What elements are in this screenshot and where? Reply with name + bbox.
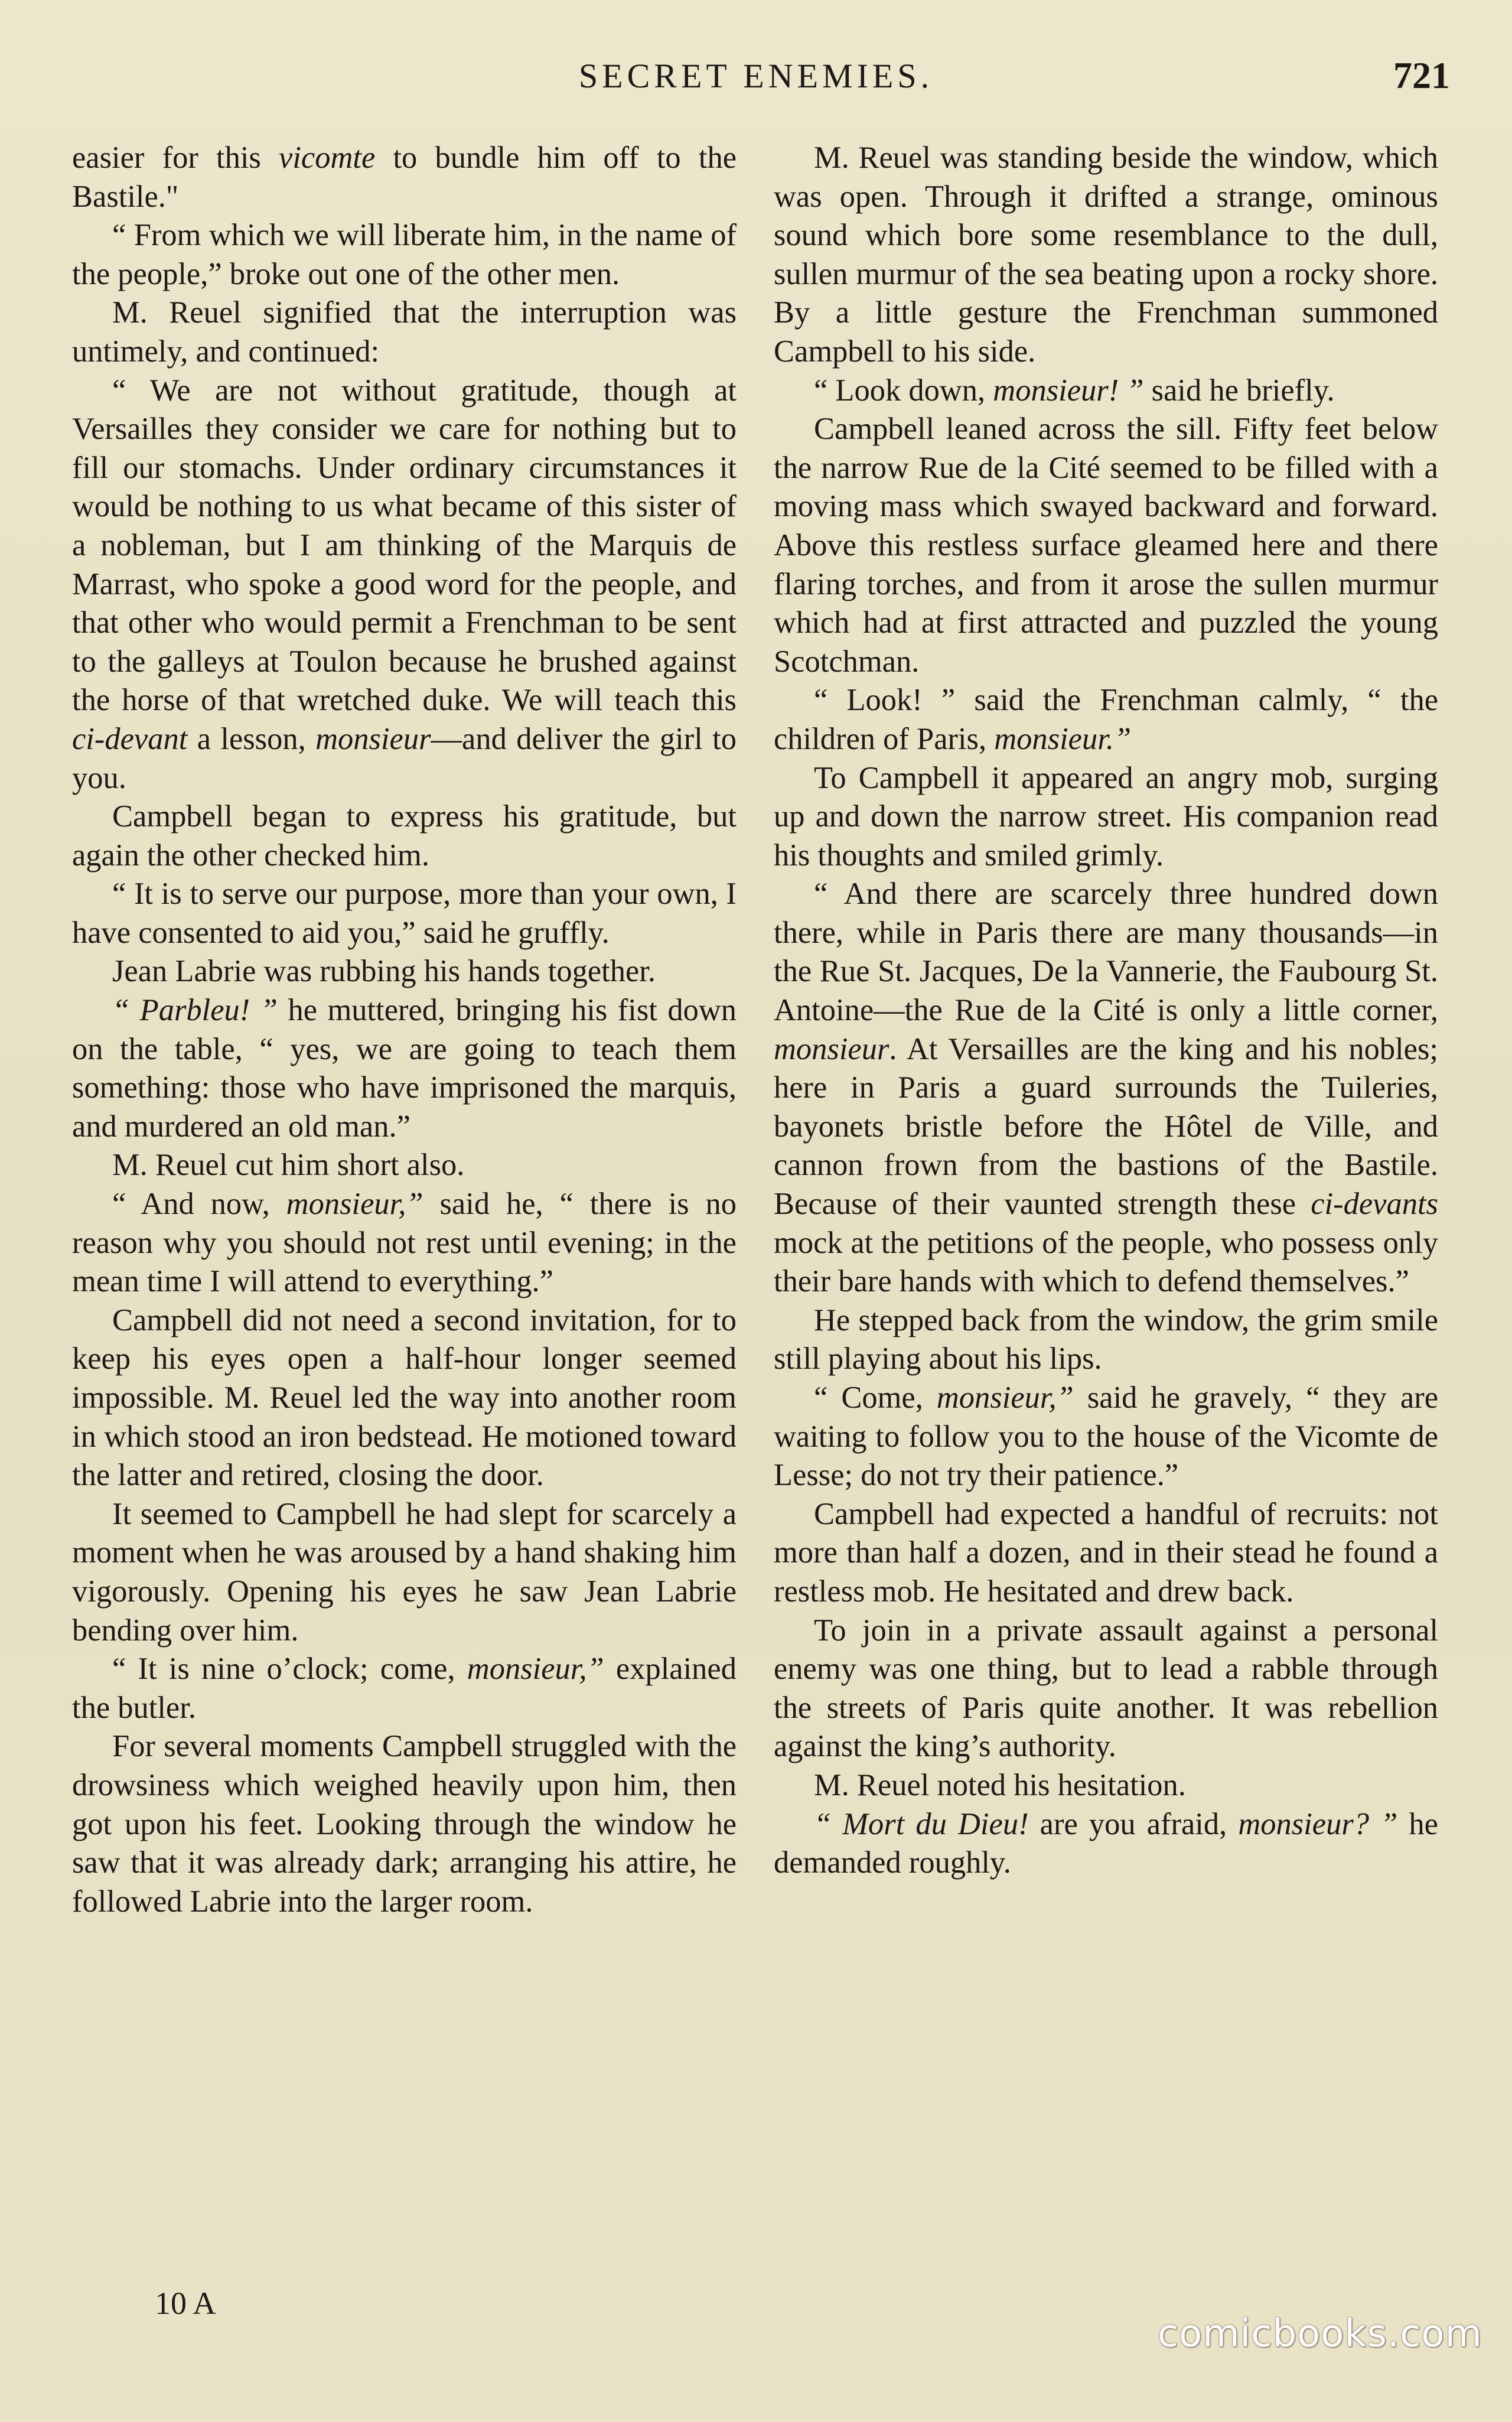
paragraph: [72, 1146, 737, 1185]
paragraph: [72, 797, 737, 875]
paragraph: [774, 1379, 1438, 1495]
italic-text: ci-devants: [1311, 1187, 1438, 1222]
paragraph-text: “ It is nine o’clock; come,: [112, 1652, 467, 1687]
paragraph-text: explained the butler.: [72, 1652, 737, 1725]
paragraph-text: Campbell had expected a handful of recruits: not more than half a dozen, and in their stead he found a restless mob. He hesitated and drew back.: [774, 1496, 1438, 1609]
paragraph-text: It seemed to Campbell he had slept for scarcely a moment when he was aroused by a hand shaking him vigorously. Opening his eyes he saw Jean Labrie bending over him.: [72, 1496, 737, 1648]
paragraph-text: M. Reuel cut him short also.: [112, 1148, 465, 1183]
paragraph-text: Campbell did not need a second invitation, for to keep his eyes open a half-hour longer seemed impossible. M. Reuel led the way into another room in which stood an iron bedstead. He motioned toward the latter and retired, closing the door.: [72, 1303, 737, 1493]
paragraph-text: easier for this: [72, 141, 279, 175]
paragraph: [72, 875, 737, 952]
page-header: [0, 56, 1512, 109]
paragraph-text: Jean Labrie was rubbing his hands together.: [112, 954, 656, 989]
paragraph: [774, 759, 1438, 875]
page-number: 721: [1393, 54, 1450, 96]
paragraph: [774, 681, 1438, 758]
paragraph-text: Campbell leaned across the sill. Fifty feet below the narrow Rue de la Cité seemed to be filled with a moving mass which swayed backward and forward. Above this restless surface gleamed here and there flaring torches, and from it arose the sullen murmur which had at first attracted and puzzled the young Scotchman.: [774, 412, 1438, 679]
paragraph: [774, 1301, 1438, 1379]
italic-text: monsieur! ”: [993, 373, 1144, 408]
left-text-column: [72, 139, 737, 1921]
italic-text: “ Parbleu! ”: [112, 993, 278, 1028]
paragraph: [72, 1650, 737, 1727]
italic-text: vicomte: [279, 141, 376, 175]
italic-text: monsieur,”: [936, 1381, 1074, 1415]
paragraph: [72, 139, 737, 216]
paragraph: [72, 1727, 737, 1921]
signature-mark: 10 A: [155, 2286, 216, 2321]
paragraph-text: He stepped back from the window, the grim smile still playing about his lips.: [774, 1303, 1438, 1376]
right-text-column: [774, 139, 1438, 1883]
paragraph: [774, 1766, 1438, 1805]
running-title: SECRET ENEMIES.: [578, 57, 934, 95]
paragraph-text: mock at the petitions of the people, who possess only their bare hands with which to defend themselves.”: [774, 1225, 1438, 1299]
paragraph-text: a lesson,: [187, 721, 316, 756]
source-watermark: comicbooks.com: [1157, 2312, 1482, 2356]
italic-text: “ Mort du Dieu!: [814, 1806, 1029, 1841]
paragraph-text: —and deliver the girl to you.: [72, 721, 737, 795]
paragraph-text: said he gravely, “ they are waiting to follow you to the house of the Vicomte de Lesse; do not try their patience.”: [774, 1381, 1438, 1493]
paragraph-text: “ We are not without gratitude, though at Versailles they consider we care for nothing but to fill our stomachs. Under ordinary circumstances it would be nothing to us what became of this sister of a nobleman, but I am thinking of the Marquis de Marrast, who spoke a good word for the people, and that other who would permit a Frenchman to be sent to the galleys at Toulon because he brushed against the horse of that wretched duke. We will teach this: [72, 373, 737, 718]
paragraph-text: “ It is to serve our purpose, more than your own, I have consented to aid you,” said he gruffly.: [72, 877, 737, 950]
paragraph-text: Campbell began to express his gratitude, but again the other checked him.: [72, 799, 737, 873]
paragraph-text: “ Look! ” said the Frenchman calmly, “ the children of Paris,: [774, 683, 1438, 756]
paragraph-text: To join in a private assault against a personal enemy was one thing, but to lead a rabble through the streets of Paris quite another. It was rebellion against the king’s authority.: [774, 1613, 1438, 1764]
paragraph-text: to bundle him off to the Bastile.": [72, 141, 737, 214]
italic-text: monsieur.”: [994, 721, 1132, 756]
paragraph: [774, 410, 1438, 681]
paragraph-text: For several moments Campbell struggled with the drowsiness which weighed heavily upon him, then got upon his feet. Looking through the window he saw that it was already dark; arranging his attire, he followed Labrie into the larger room.: [72, 1729, 737, 1919]
paragraph-text: M. Reuel noted his hesitation.: [814, 1767, 1186, 1802]
paragraph-text: M. Reuel was standing beside the window, which was open. Through it drifted a strange, ominous sound which bore some resemblance to the dull, sullen murmur of the sea beating upon a rocky shore. By a little gesture the Frenchman summoned Campbell to his side.: [774, 141, 1438, 369]
italic-text: monsieur: [315, 721, 431, 756]
italic-text: ci-devant: [72, 721, 188, 756]
italic-text: monsieur,”: [286, 1187, 423, 1222]
paragraph-text: “ Look down,: [814, 373, 993, 408]
paragraph-text: “ Come,: [814, 1381, 937, 1415]
paragraph-text: he demanded roughly.: [774, 1806, 1438, 1880]
paragraph: [72, 372, 737, 798]
paragraph: [72, 1185, 737, 1301]
paragraph-text: . At Versailles are the king and his nobles; here in Paris a guard surrounds the Tuileries, bayonets bristle before the Hôtel de Ville, and cannon frown from the bastions of the Bastile. Because of their vaunted strength these: [774, 1031, 1438, 1222]
paragraph: [774, 1612, 1438, 1766]
paragraph-text: he muttered, bringing his fist down on the table, “ yes, we are going to teach them something: those who have imprisoned the marquis, and murdered an old man.”: [72, 993, 737, 1144]
paragraph-text: “ And there are scarcely three hundred down there, while in Paris there are many thousands—in the Rue St. Jacques, De la Vannerie, the Faubourg St. Antoine—the Rue de la Cité is only a little corner,: [774, 877, 1438, 1028]
paragraph-text: said he, “ there is no reason why you should not rest until evening; in the mean time I will attend to everything.”: [72, 1187, 737, 1299]
paragraph: [72, 991, 737, 1146]
paragraph: [72, 952, 737, 991]
paragraph-text: are you afraid,: [1028, 1806, 1239, 1841]
paragraph: [72, 294, 737, 371]
paragraph: [774, 875, 1438, 1301]
paragraph-text: said he briefly.: [1143, 373, 1335, 408]
italic-text: monsieur: [774, 1031, 889, 1066]
paragraph-text: To Campbell it appeared an angry mob, surging up and down the narrow street. His companion read his thoughts and smiled grimly.: [774, 760, 1438, 873]
paragraph-text: “ From which we will liberate him, in the name of the people,” broke out one of the other men.: [72, 218, 737, 291]
italic-text: monsieur? ”: [1238, 1806, 1398, 1841]
paragraph: [72, 216, 737, 294]
paragraph: [72, 1301, 737, 1495]
paragraph: [774, 1495, 1438, 1612]
paragraph: [774, 139, 1438, 372]
paragraph-text: “ And now,: [112, 1187, 286, 1222]
paragraph: [774, 372, 1438, 411]
paragraph: [774, 1805, 1438, 1883]
paragraph: [72, 1495, 737, 1650]
paragraph-text: M. Reuel signified that the interruption was untimely, and continued:: [72, 295, 737, 369]
italic-text: monsieur,”: [467, 1652, 604, 1687]
